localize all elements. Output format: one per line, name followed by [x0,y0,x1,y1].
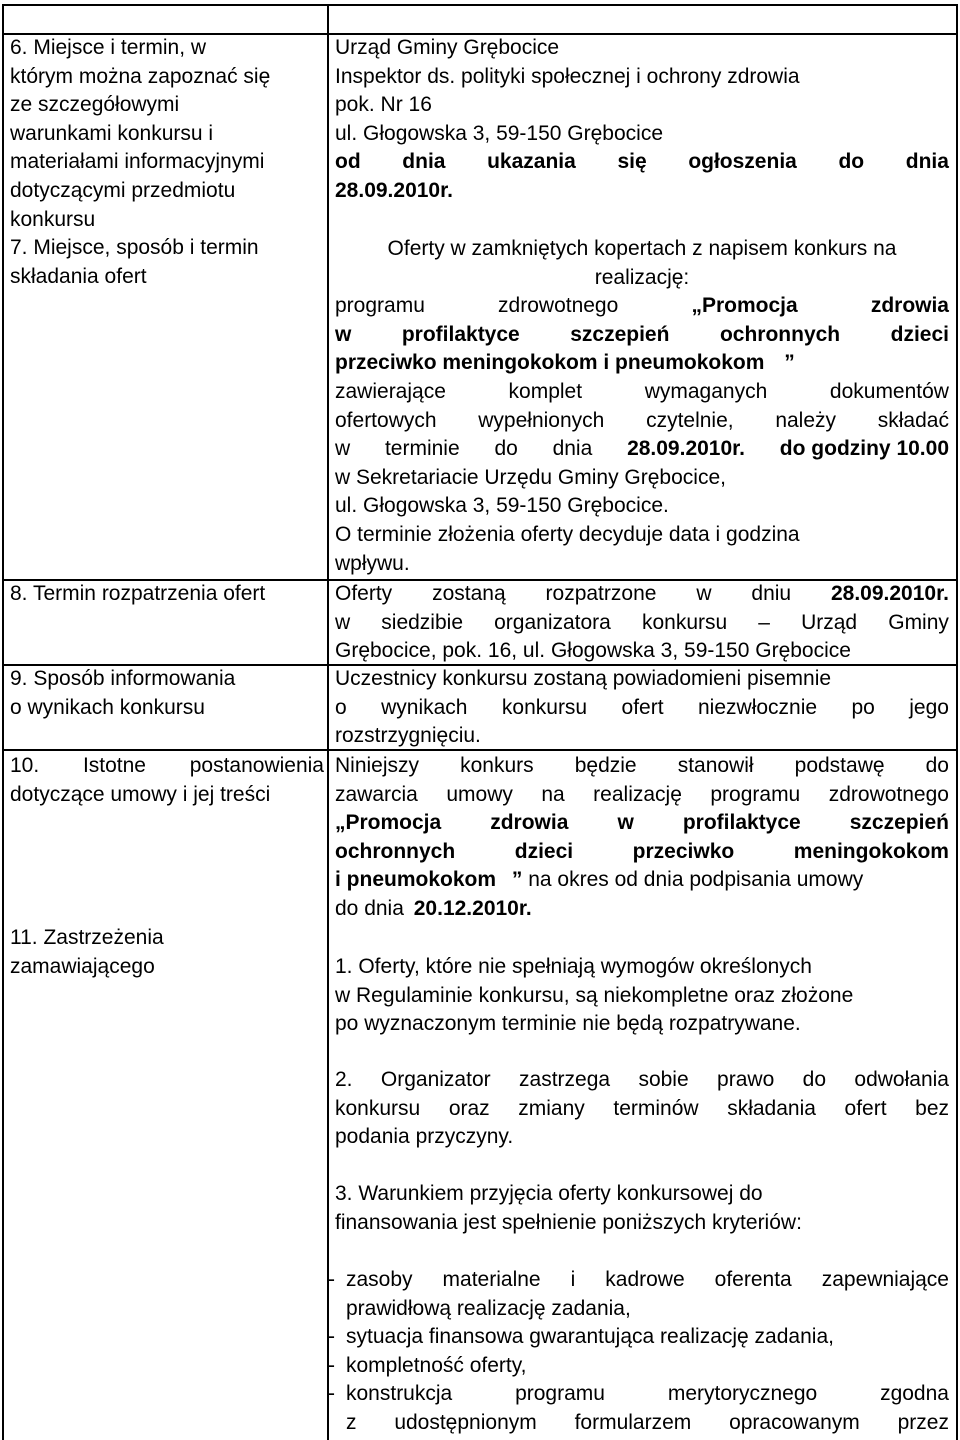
word: programu [710,782,801,806]
word: podstawę [794,754,885,777]
word: w [335,437,351,461]
word: odwołania [854,1068,949,1091]
word: będzie [574,754,637,777]
word: dokumentów [829,379,949,403]
text-line [335,292,949,321]
label-row-9 [10,665,324,722]
word: ofert [621,695,664,719]
word: dnia [552,437,593,461]
word: Promocja [701,294,798,318]
word: konkursu [501,695,588,719]
word: komplet [508,379,583,403]
text-line [335,752,949,781]
word: w [696,582,712,605]
table-top-border [2,4,957,6]
text-line: O terminie złożenia oferty decyduje data i godzina [335,522,800,546]
word: do [838,150,865,174]
list-item-body [346,1380,949,1437]
table-right-border [956,4,958,1440]
label-line: 7. Miejsce, sposób i termin [10,236,259,260]
label-line: 11. Zastrzeżenia [10,926,164,949]
word: zdrowotnego [498,294,619,318]
word: składać [877,408,949,432]
word: profilaktyce [401,322,520,346]
label-line: materiałami informacyjnymi [10,150,265,174]
phrase: do dnia [335,896,404,920]
text-line: ul. Głogowska 3, 59-150 Grębocice. [335,494,669,518]
word: do [802,1068,826,1091]
word: siedzibie [381,610,463,634]
label-line: 6. Miejsce i termin, w [10,36,207,59]
phrase: i pneumokokom [335,868,497,892]
text-line [335,148,949,177]
word: zdrowia [870,294,949,318]
label-line: dotyczące umowy i jej treści [10,782,271,806]
text-line [335,866,949,895]
text-line: 3. Warunkiem przyjęcia oferty konkursowej do [335,1182,763,1205]
word: Urząd [801,610,858,634]
word: organizatora [494,610,611,634]
bullet-dash: - [328,1382,335,1406]
text-line: kompletność oferty, [346,1353,527,1377]
label-line: 8. Termin rozpatrzenia ofert [10,582,266,605]
word: przez [897,1410,949,1434]
word: profilaktyce [682,811,801,835]
text-line: wpływu. [335,551,410,575]
label-row-6 [10,34,324,291]
word: 28.09.2010r. [830,582,949,605]
word [691,292,797,321]
word: merytorycznego [667,1382,818,1406]
text-line: rozstrzygnięciu. [335,724,481,748]
word: Istotne [82,754,146,777]
list-item [328,1266,949,1323]
word: opracowanym [729,1410,860,1434]
word: na [541,782,565,806]
label-line [10,752,324,781]
word: Oferty [335,582,393,605]
phrase: na okres od dnia podpisania umowy [528,868,864,892]
text-line [346,1409,949,1438]
text-line [335,809,949,838]
text-line: prawidłową realizację zadania, [346,1296,631,1320]
bullet-dash: - [328,1268,335,1291]
word: „Promocja [335,811,442,835]
text-line: 28.09.2010r. [335,178,453,202]
word: w [335,610,351,634]
text-line: 1. Oferty, które nie spełniają wymogów określonych [335,955,812,978]
list-item [328,1323,949,1352]
word: prawo [717,1068,775,1091]
word: konkursu [335,1096,421,1120]
word: i [570,1268,576,1291]
content-row-11-p3 [335,1180,949,1237]
word: niezwłocznie [698,695,818,719]
word: materialne [442,1268,541,1291]
label-row-10 [10,752,324,809]
word: przeciwko [632,839,735,863]
word: o [335,695,347,719]
label-line: 9. Sposób informowania [10,667,236,690]
text-line [335,1066,949,1095]
text-line [335,435,949,464]
text-line: ul. Głogowska 3, 59-150 Grębocice [335,121,664,145]
quote-close: ” [784,351,795,375]
text-line: Grębocice, pok. 16, ul. Głogowska 3, 59-150 Grębocice [335,639,851,663]
word: szczepień [570,322,670,346]
word: Organizator [380,1068,491,1091]
word: wymaganych [644,379,768,403]
phrase: przeciwko meningokokom i pneumokokom [335,351,765,375]
word: konkursu [641,610,728,634]
word: zmiany [518,1096,585,1120]
criteria-list [328,1266,949,1438]
word: w [617,811,634,835]
content-row-9 [335,665,949,751]
word: wypełnionych [478,408,605,432]
text-line: podania przyczyny. [335,1125,514,1149]
word: umowy [446,782,513,806]
word: w [335,322,352,346]
word: składania [727,1096,816,1120]
bullet-dash: - [328,1353,335,1377]
word: ofertowych [335,408,437,432]
word: udostępnionym [394,1410,537,1434]
label-line: składania ofert [10,264,147,288]
word: dniu [751,582,792,605]
word: formularzem [574,1410,692,1434]
word: do [925,754,949,777]
word: 2. [335,1068,353,1091]
word: Niniejszy [335,754,420,777]
word: bez [915,1096,949,1120]
label-line: warunkami konkursu i [10,121,214,145]
word: dzieci [890,322,949,346]
word: zasoby [346,1268,413,1291]
word: programu [515,1382,605,1406]
text-line: Inspektor ds. polityki społecznej i ochrony zdrowia [335,64,800,88]
content-row-11 [335,953,949,1039]
word: do godziny 10.00 [779,437,949,461]
text-line: finansowania jest spełnienie poniższych kryteriów: [335,1210,802,1234]
label-line: ze szczegółowymi [10,93,180,117]
list-item [328,1380,949,1437]
word: 28.09.2010r. [627,437,746,461]
list-item-body [346,1266,949,1323]
label-line: którym można zapoznać się [10,64,271,88]
text-line [335,838,949,867]
text-line [335,1095,949,1124]
text-line: w Sekretariacie Urzędu Gminy Grębocice, [335,465,726,489]
label-line: dotyczącymi przedmiotu [10,178,236,202]
word: rozpatrzone [545,582,657,605]
text-line: w Regulaminie konkursu, są niekompletne oraz złożone [335,983,854,1007]
word: zawierające [335,379,446,403]
word: dnia [905,150,949,174]
word: się [617,150,647,174]
word: zawarcia [335,782,418,806]
list-item [328,1352,949,1381]
text-line: Uczestnicy konkursu zostaną powiadomieni pisemnie [335,667,832,690]
word: wynikach [381,695,468,719]
content-row-7 [335,235,949,578]
word: konstrukcja [346,1382,453,1406]
text-line: pok. Nr 16 [335,93,432,117]
word: do [494,437,518,461]
word: ukazania [487,150,576,174]
word: zdrowia [490,811,569,835]
text-line [335,895,949,924]
word: zdrowotnego [828,782,949,806]
word: programu [335,294,425,318]
text-line: Urząd Gminy Grębocice [335,36,560,59]
label-row-8 [10,580,324,609]
word: ofert [844,1096,887,1120]
word: oferenta [714,1268,792,1291]
label-line: konkursu [10,207,96,231]
text-line: Oferty w zamkniętych kopertach z napisem konkurs na [387,237,897,260]
word: meningokokom [793,839,949,863]
word: szczepień [849,811,949,835]
table-left-border [2,4,4,1440]
word: terminie [384,437,460,461]
text-line [335,609,949,638]
word: – [758,610,770,634]
label-line: zamawiającego [10,954,155,978]
word: od [335,150,361,174]
word: kadrowe [605,1268,685,1291]
word: należy [775,408,837,432]
word: Gminy [888,610,949,634]
content-row-11-p2 [335,1066,949,1152]
text-line [346,1380,949,1409]
table-mid-border [327,4,329,1440]
content-row-6 [335,34,949,206]
text-line [335,378,949,407]
word: realizację [593,782,682,806]
word: zostaną [432,582,506,605]
word: stanowił [677,754,754,777]
word: ochronnych [335,839,456,863]
word: z [346,1410,357,1434]
word: czytelnie, [646,408,734,432]
word: ogłoszenia [688,150,797,174]
text-line [335,694,949,723]
word: oraz [448,1096,490,1120]
word: sobie [638,1068,689,1091]
text-line [335,781,949,810]
word: zastrzega [519,1068,611,1091]
word: konkurs [460,754,534,777]
word: jego [909,695,949,719]
text-line [335,349,949,378]
word: ochronnych [719,322,841,346]
text-line [335,580,949,609]
quote-open: „ [691,294,702,318]
text-line [346,1266,949,1295]
word: po [851,695,875,719]
label-row-11 [10,924,324,981]
word: postanowienia [189,754,324,777]
word: 10. [10,754,40,777]
word: dzieci [514,839,574,863]
word: zgodna [880,1382,949,1406]
text-line [335,407,949,436]
text-line: realizację: [594,265,690,289]
label-line: o wynikach konkursu [10,695,205,719]
quote-close: ” [511,868,523,892]
text-line [335,321,949,350]
content-row-8 [335,580,949,666]
phrase: 20.12.2010r. [413,896,532,920]
content-row-10 [335,752,949,924]
text-line: sytuacja finansowa gwarantująca realizację zadania, [346,1325,834,1349]
word: zapewniające [821,1268,949,1291]
text-line: po wyznaczonym terminie nie będą rozpatrywane. [335,1012,801,1036]
word: dnia [402,150,446,174]
word: terminów [613,1096,699,1120]
bullet-dash: - [328,1325,335,1349]
